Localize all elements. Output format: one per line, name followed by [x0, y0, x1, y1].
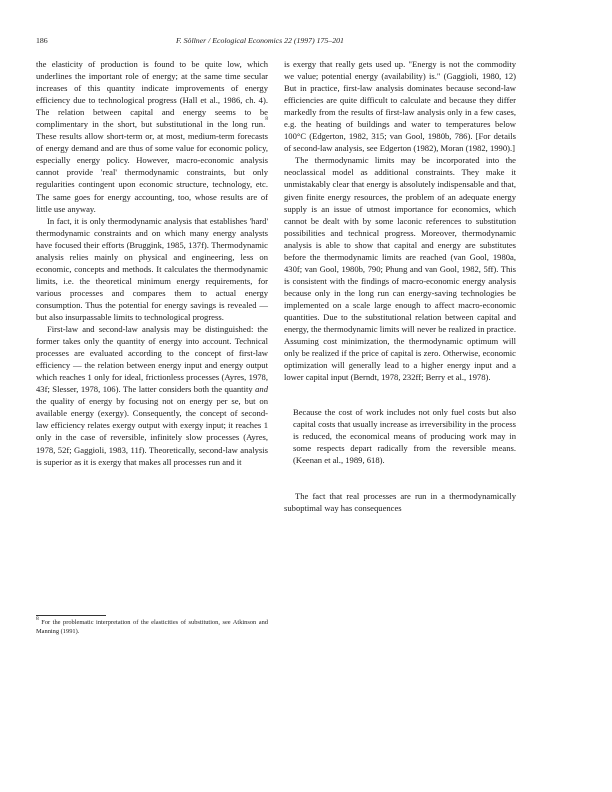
left-paragraph-3-emphasis: and: [255, 384, 268, 395]
left-paragraph-3-text-a: First-law and second-law analysis may be distinguished: the former takes only the quantity of energy into account. Technical processes are evaluated according to the concept of first-law efficiency — the relation between energy input and energy output which reaches 1 only for ideal, frictionless processes (Ayres, 1978, 43f; Slesser, 1978, 106). The latter considers both the quantity: [36, 324, 268, 395]
left-paragraph-2: In fact, it is only thermodynamic analysis that establishes 'hard' thermodynamic constraints and on which many energy analysts have focused their efforts (Bruggink, 1985, 137f). Thermodynamic analysis relies mainly on physical and engineering, less on economic, concepts and methods. It calculates the thermodynamic limits, i.e. the theoretical minimum energy requirements, for various processes and compares them to actual energy consumption. Thus the potential for energy savings is revealed — but also insurpassable limits to technological progress.: [36, 215, 268, 322]
left-paragraph-1-tail: These results allow short-term or, at most, medium-term forecasts of energy demand and are thus of some value for economic policy, especially energy policy. However, macro-economic analysis cannot provide 'real' thermodynamic constraints, but only regularities contingent upon economic structure, technology, etc. The same goes for energy accounting, too, whose results are of little use anyway.: [36, 131, 268, 214]
left-paragraph-3: [36, 323, 268, 468]
left-paragraph-1-text: the elasticity of production is found to be quite low, which underlines the important role of energy; at the same time secular increases of this quantity indicate improvements of energy efficiency due to technological progress (Hall et al., 1986, ch. 4). The relation between capital and energy seems to be complimentary in the short, but substitutional in the long run.: [36, 59, 268, 130]
block-quote: Because the cost of work includes not only fuel costs but also capital costs that usually increase as irreversibility in the process is reduced, the economical means of producing work may in some respects depart radically from the reversible means. (Keenan et al., 1989, 618).: [293, 407, 516, 466]
right-paragraph-3: The fact that real processes are run in a thermodynamically suboptimal way has consequences: [284, 490, 516, 513]
page-number: 186: [36, 36, 48, 45]
page-header: [36, 36, 576, 48]
left-column: [36, 58, 268, 468]
right-paragraph-2: The thermodynamic limits may be incorporated into the neoclassical model as additional constraints. They make it unmistakably clear that energy is absolutely indispensable and that, given finite energy resources, the problem of an adequate energy supply is an issue of utmost importance for economics, which cannot be dealt with by some laconic references to substitution possibilities and technical progress. Moreover, thermodynamic analysis is able to show that capital and energy are substitutes before the thermodynamic limits are reached (van Gool, 1980a, 430f; van Gool, 1980b, 790; Phung and van Gool, 1982, 5ff). This is consistent with the findings of macro-economic energy analysis because only in the long run can energy-saving technologies be implemented on a scale large enough to affect macro-economic quantities. Due to the substitutional relation between capital and energy, the thermodynamic limits will never be realized in practice. Assuming cost minimization, the thermodynamic optimum will only be realized if the price of capital is zero. Otherwise, economic optimization will generally lead to a higher energy input and a lower capital input (Berndt, 1978, 232ff; Berry et al., 1978).: [284, 155, 516, 383]
footnote-text: For the problematic interpretation of the elasticities of substitution, see Atkinson and Manning (1991).: [36, 619, 268, 636]
running-head: F. Söllner / Ecological Economics 22 (1997) 175–201: [176, 36, 344, 45]
left-paragraph-3-text-b: the quality of energy by focusing not on energy per se, but on available energy (exergy). Consequently, the concept of second-law efficiency relates exergy output with exergy input; it reaches 1 only in the case of reversible, infinitely slow processes (Ayres, 1978, 52f; Gaggioli, 1983, 11f). Theoretically, second-law analysis is superior as it is exergy that makes all processes run and it: [36, 396, 268, 467]
left-paragraph-1: [36, 58, 268, 215]
footnote-marker: 8: [36, 616, 39, 622]
footnote: [36, 618, 268, 637]
footnote-ref: 8: [265, 116, 268, 123]
right-column: [284, 58, 516, 514]
footnote-rule: [36, 615, 106, 616]
right-paragraph-1: is exergy that really gets used up. "Energy is not the commodity we value; potential energy (availability) is." (Gaggioli, 1980, 12) But in practice, first-law analysis dominates because second-law efficiencies are quite difficult to calculate and because they differ markedly from the results of first-law analysis only in a few cases, e.g. the heating of buildings and water to temperatures below 100°C (Edgerton, 1982, 315; van Gool, 1980b, 786). [For details of second-law analysis, see Edgerton (1982), Moran (1982, 1990).]: [284, 59, 516, 154]
